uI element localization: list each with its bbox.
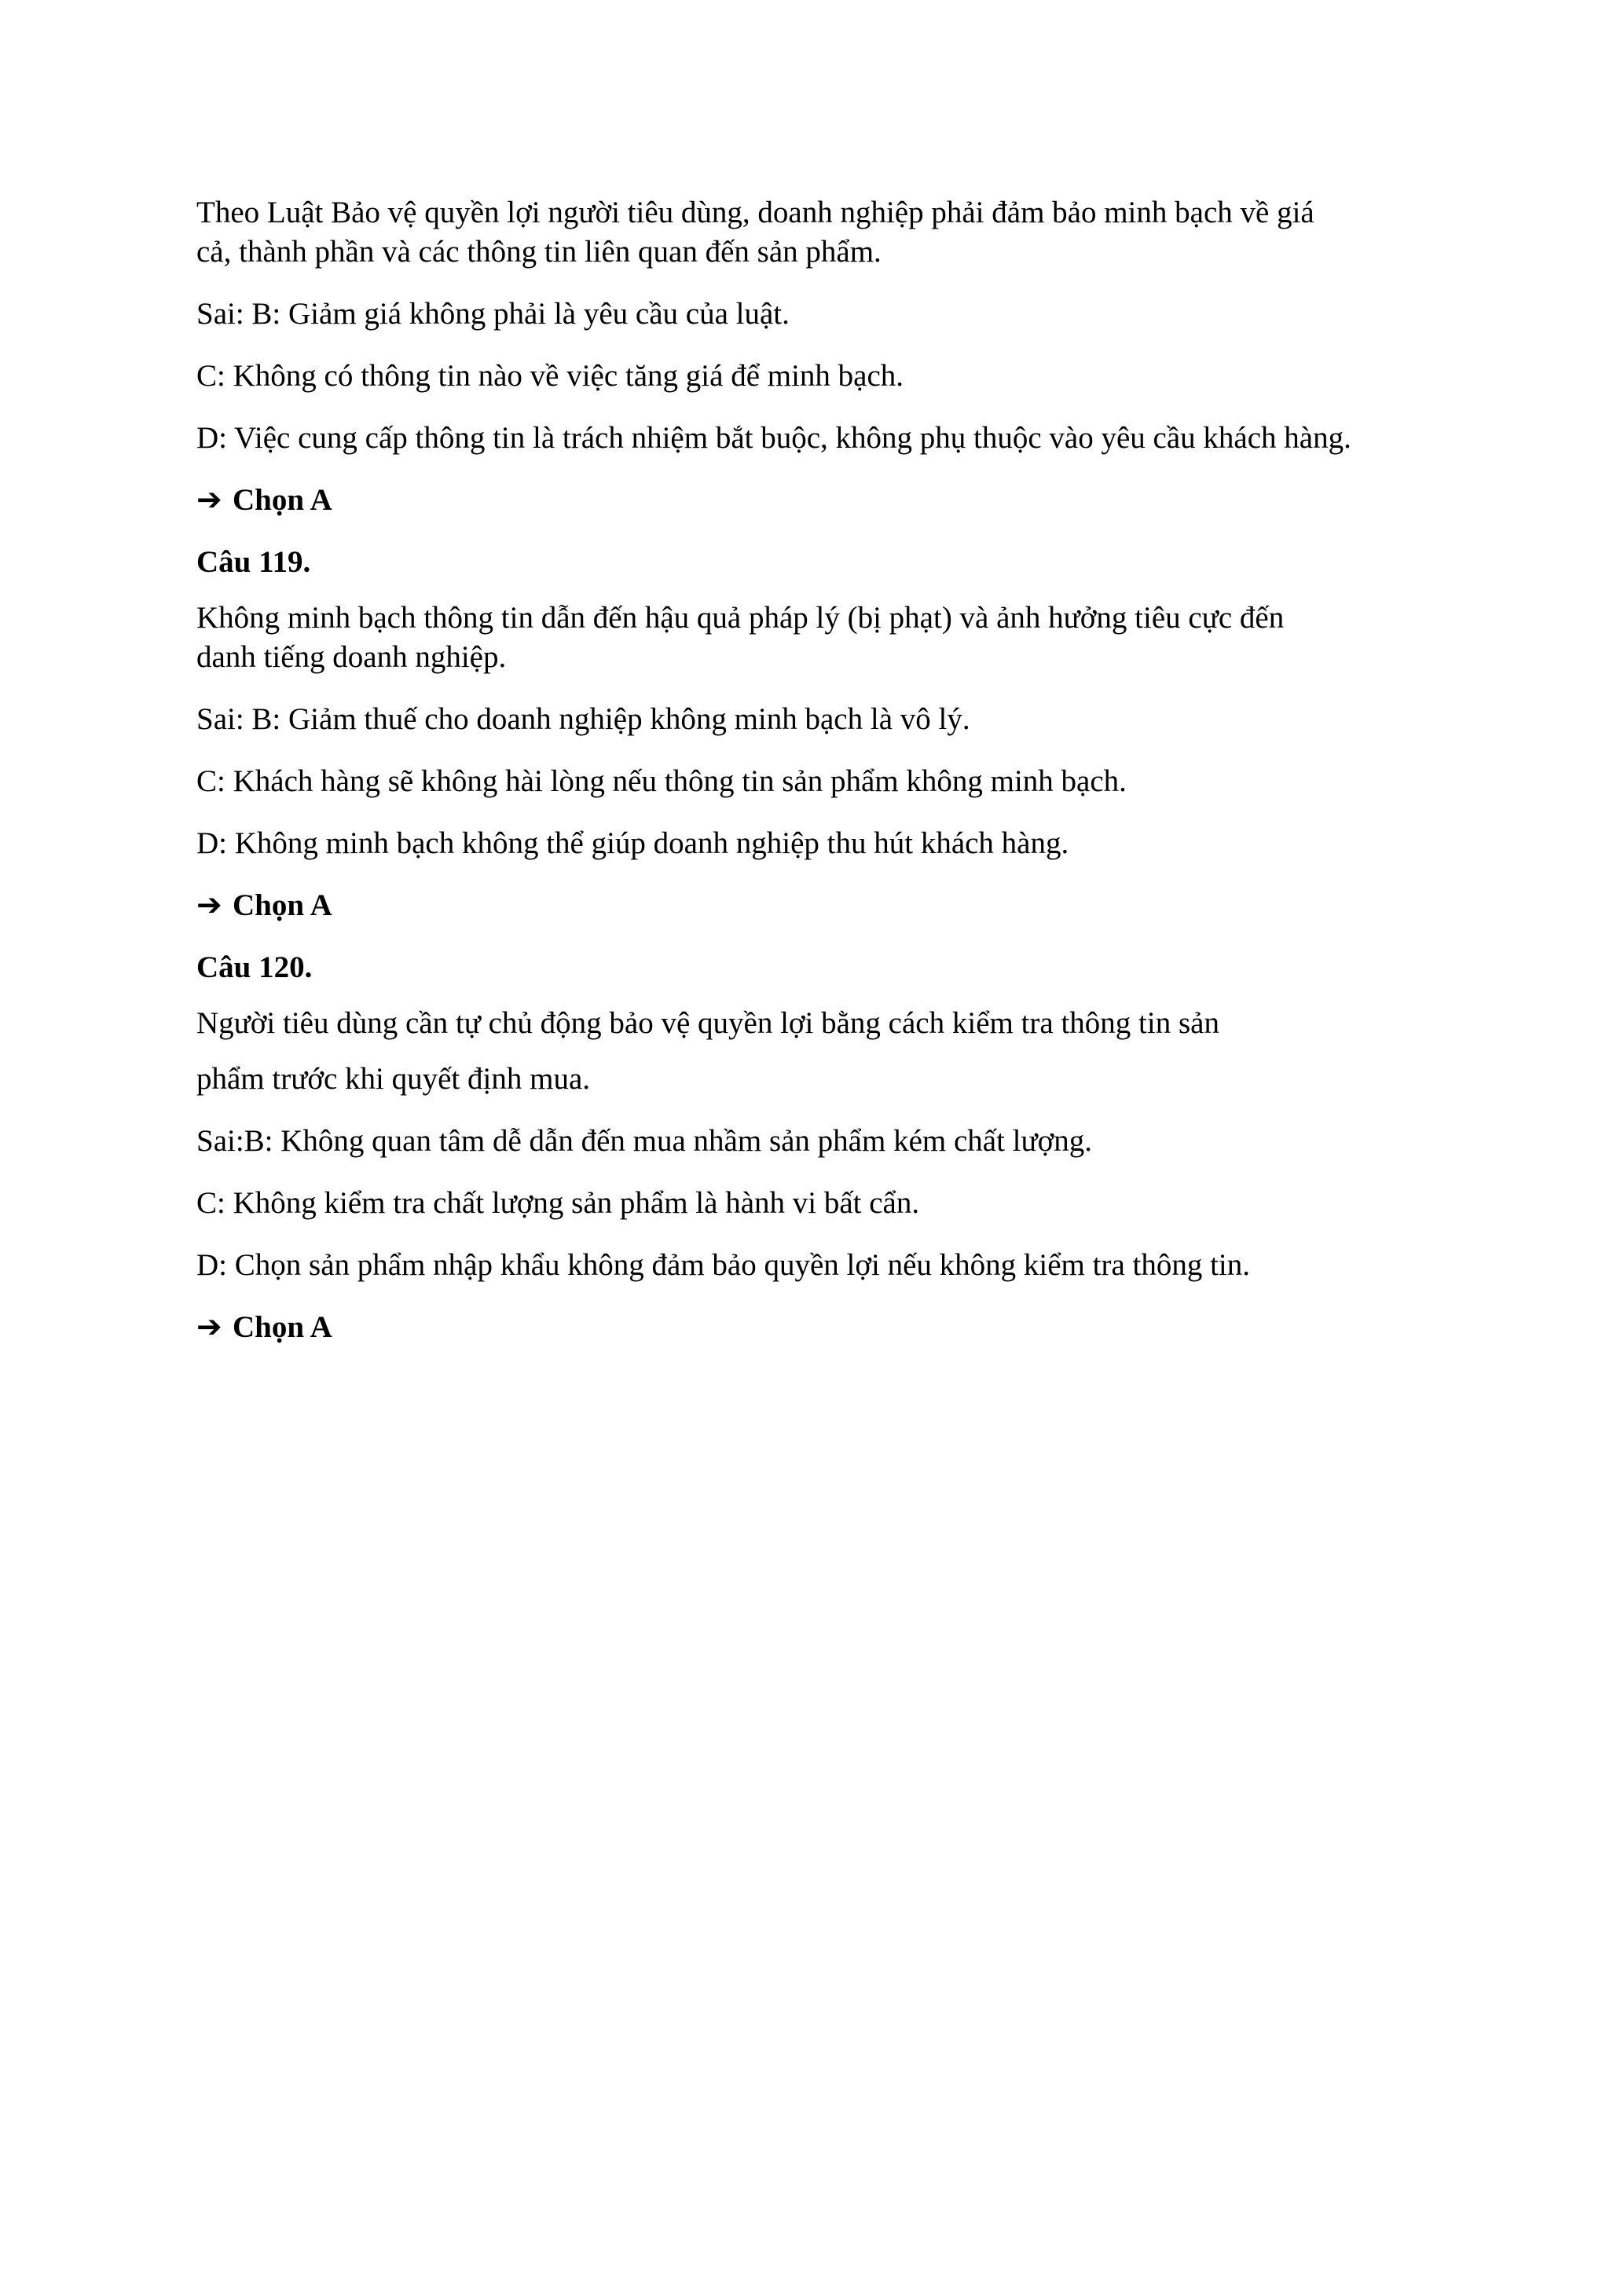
q119-wrong-c: C: Khách hàng sẽ không hài lòng nếu thông tin sản phẩm không minh bạch. [196, 764, 1127, 798]
q118-wrong-d: D: Việc cung cấp thông tin là trách nhiệm bắt buộc, không phụ thuộc vào yêu cầu khách hàng. [196, 421, 1351, 455]
q120-wrong-d: D: Chọn sản phẩm nhập khẩu không đảm bảo quyền lợi nếu không kiểm tra thông tin. [196, 1248, 1251, 1282]
document-body [196, 193, 1454, 1370]
arrow-right-icon: ➔ [196, 888, 222, 923]
q119-answer [196, 886, 1454, 925]
q120-explanation-line-2: phẩm trước khi quyết định mua. [196, 1062, 591, 1096]
q118-wrong-b: Sai: B: Giảm giá không phải là yêu cầu của luật. [196, 297, 790, 331]
q119-answer-label: Chọn A [233, 888, 332, 922]
arrow-right-icon: ➔ [196, 1309, 222, 1345]
q120-answer-label: Chọn A [233, 1310, 332, 1344]
q120-wrong-b: Sai:B: Không quan tâm dễ dẫn đến mua nhầm sản phẩm kém chất lượng. [196, 1124, 1093, 1158]
q118-wrong-c: C: Không có thông tin nào về việc tăng giá để minh bạch. [196, 359, 904, 393]
q118-explanation-line-2: cả, thành phần và các thông tin liên quan đến sản phẩm. [196, 235, 882, 269]
q118-explanation [196, 193, 1454, 272]
q118-explanation-line-1: Theo Luật Bảo vệ quyền lợi người tiêu dùng, doanh nghiệp phải đảm bảo minh bạch về giá [196, 196, 1314, 229]
q120-explanation-line-1: Người tiêu dùng cần tự chủ động bảo vệ quyền lợi bằng cách kiểm tra thông tin sản [196, 1006, 1219, 1040]
q119-explanation-line-1: Không minh bạch thông tin dẫn đến hậu quả pháp lý (bị phạt) và ảnh hưởng tiêu cực đến [196, 601, 1285, 635]
q118-answer [196, 481, 1454, 520]
arrow-right-icon: ➔ [196, 482, 222, 518]
q119-explanation [196, 599, 1454, 677]
q120-answer [196, 1308, 1454, 1347]
q119-wrong-b: Sai: B: Giảm thuế cho doanh nghiệp không minh bạch là vô lý. [196, 702, 970, 736]
q119-explanation-line-2: danh tiếng doanh nghiệp. [196, 640, 507, 674]
q118-answer-label: Chọn A [233, 483, 332, 517]
q119-wrong-d: D: Không minh bạch không thể giúp doanh nghiệp thu hút khách hàng. [196, 826, 1069, 860]
q119-title: Câu 119. [196, 545, 311, 579]
q120-wrong-c: C: Không kiểm tra chất lượng sản phẩm là hành vi bất cẩn. [196, 1186, 920, 1220]
q120-title: Câu 120. [196, 950, 313, 984]
